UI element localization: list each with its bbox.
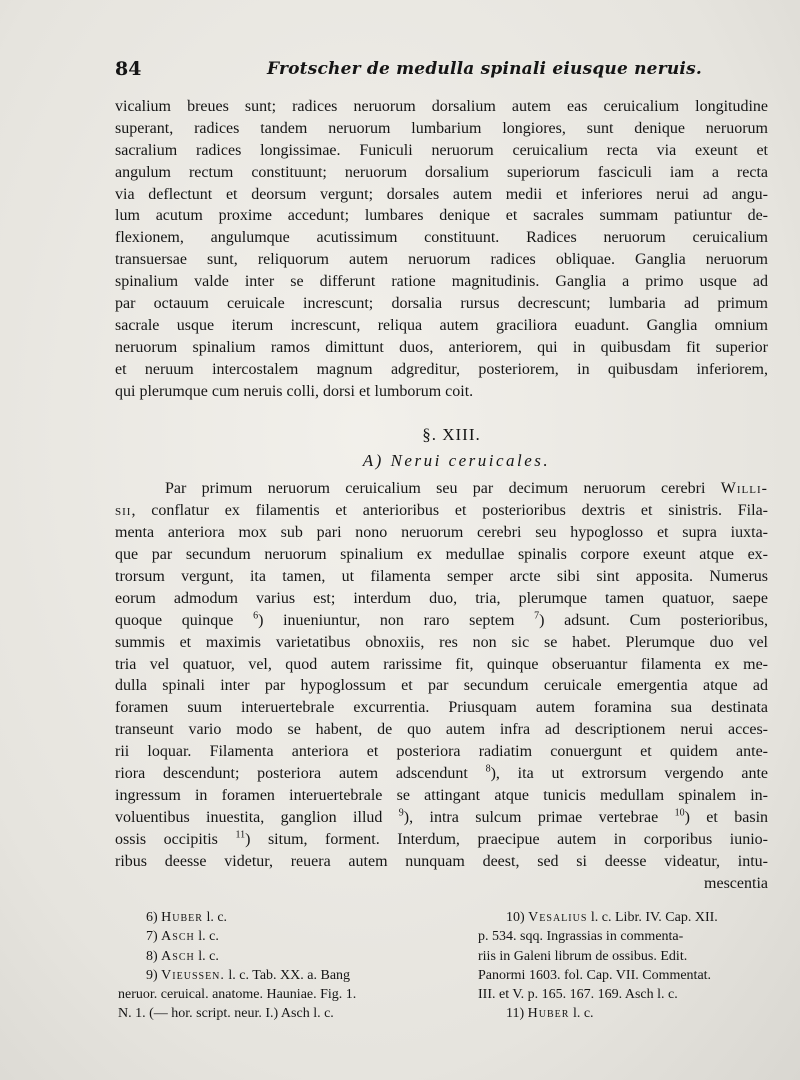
footnote-number: 8) (146, 948, 158, 964)
footnote-continuation: III. et V. p. 165. 167. 169. Asch l. c. (478, 987, 678, 1003)
footnote-ref: 10 (674, 807, 685, 819)
footnote (478, 908, 778, 927)
text-run: ), intra sulcum primae vertebrae (403, 808, 675, 826)
footnote-continuation: neruor. ceruical. anatome. Hauniae. Fig. 1. (118, 987, 357, 1003)
footnote-text: l. c. Tab. XX. a. Bang (224, 967, 351, 983)
footnote-ref: 6 (253, 610, 259, 622)
footnote-continuation: Panormi 1603. fol. Cap. VII. Commentat. (478, 967, 712, 983)
text-line (115, 829, 768, 851)
text-line: summis et maximis varietatibus obnoxiis, res non sic se habet. Plerumque duo vel (115, 633, 768, 651)
page-header (115, 58, 765, 82)
footnote-text: l. c. (202, 910, 228, 925)
author-name: Willi- (720, 480, 768, 498)
author-name: Asch (161, 948, 195, 964)
text-run: Par primum neruorum ceruicalium seu par decimum neruorum cerebri (165, 480, 721, 498)
text-line: via deflectunt et deorsum vergunt; dorsales autem medii et inferiores nerui ad angu- (115, 185, 768, 203)
paragraph-nerui-ceruicales (115, 478, 768, 894)
footnote-continuation: N. 1. (— hor. script. neur. I.) Asch l. c. (118, 1006, 334, 1022)
text-line: trorsum vergunt, ita tamen, ut filamenta semper arcte sibi sint apposita. Numerus (115, 568, 768, 586)
text-line: angulum rectum constituunt; neruorum dorsalium superiorum fasciculi iam a recta (115, 163, 768, 181)
footnote-number: 9) (146, 967, 158, 983)
footnote-number: 6) (146, 910, 158, 925)
footnote-number: 10) (506, 910, 525, 925)
author-name: sii (115, 502, 132, 520)
text-line: superant, radices tandem neruorum lumbarium longiores, sunt denique neruorum (115, 119, 768, 137)
text-line: dulla spinali inter par hypoglossum et par secundum ceruicale emergentia atque ad (115, 677, 768, 695)
footnote-number: 11) (506, 1006, 525, 1022)
footnote-continuation: riis in Galeni librum de ossibus. Edit. (478, 948, 688, 964)
text-run: ) et basin (684, 808, 769, 826)
text-run: voluentibus inuestita, ganglion illud (115, 808, 399, 826)
text-line: eorum admodum varius est; interdum duo, tria, plerumque tamen quatuor, saepe (115, 589, 768, 607)
author-name: Vieussen. (161, 967, 225, 983)
catchword: mescentia (704, 874, 768, 892)
text-line: par octauum ceruicale increscunt; dorsalia rursus decrescunt; lumbaria ad primum (115, 295, 768, 313)
footnote-text: l. c. Libr. IV. Cap. XII. (587, 910, 718, 925)
footnotes-left-column (118, 908, 438, 1024)
footnote-text: l. c. (194, 929, 219, 945)
text-line: rii loquar. Filamenta anteriora et posteriora radiatim conuergunt et quidem ante- (115, 743, 768, 761)
footnote-ref: 7 (534, 610, 540, 622)
text-run: riora descendunt; posteriora autem adscendunt (115, 765, 486, 783)
text-run: ) adsunt. Cum posterioribus, (539, 611, 769, 629)
footnote (118, 927, 438, 946)
text-line: tria vel quatuor, vel, quod autem rarissime fit, quinque obseruantur filamenta ex me- (115, 655, 768, 673)
text-line: foramen suum interuertebrale excurrentia. Priusquam autem foramina sua destinata (115, 699, 768, 717)
main-text (115, 96, 768, 894)
text-line (115, 807, 768, 829)
text-line: et neruum intercostalem magnum adgreditur, posteriorem, in quibusdam inferiorem, (115, 360, 768, 378)
footnote (478, 1004, 778, 1023)
text-run: ), ita ut extrorsum vergendo ante (490, 765, 769, 783)
text-line (115, 478, 768, 500)
text-line: que par secundum neruorum spinalium ex medullae spinalis corpore exeunt atque ex- (115, 546, 768, 564)
footnote (118, 966, 438, 985)
author-name: Huber (161, 910, 203, 925)
footnote-text: l. c. (194, 948, 219, 964)
text-line: sacralium radices longissimae. Funiculi neruorum ceruicalium recta via exeunt et (115, 141, 768, 159)
running-title: Frotscher de medulla spinali eiusque neruis. (267, 59, 702, 79)
text-line: neruorum spinalium ramos dimittunt duos, anteriorem, qui in quibusdam fit superior (115, 338, 768, 356)
text-line: lum acutum proxime accedunt; lumbares denique et sacrales summam patiuntur de- (115, 207, 768, 225)
text-line: transeunt vario modo se habent, de quo autem infra ad descriptionem nerui acces- (115, 721, 768, 739)
footnote-continuation: p. 534. sqq. Ingrassias in commenta- (478, 929, 684, 945)
footnote (118, 908, 438, 927)
text-line: ribus deesse videtur, reuera autem nunquam deest, sed si deesse videatur, intu- (115, 852, 768, 870)
text-run: quoque quinque (115, 611, 254, 629)
text-run: ossis occipitis (115, 830, 236, 848)
text-line: qui plerumque cum neruis colli, dorsi et lumborum coit. (115, 382, 474, 400)
text-run: , conflatur ex filamentis et anterioribus et posterioribus dextris et sinistris. Fila- (131, 502, 768, 520)
author-name: Huber (527, 1006, 570, 1022)
footnote-ref: 9 (398, 807, 404, 819)
footnote-ref: 11 (235, 829, 246, 841)
text-line: ingressum in foramen interuertebrale se attingant atque tunicis medullam spinalem in- (115, 786, 768, 804)
text-line (115, 610, 768, 632)
author-name: Asch (161, 929, 195, 945)
footnote-ref: 8 (485, 763, 491, 775)
footnote-number: 7) (146, 929, 158, 945)
text-run: ) inueniuntur, non raro septem (258, 611, 535, 629)
text-line: flexionem, angulumque acutissimum constituunt. Radices neruorum ceruicalium (115, 229, 768, 247)
text-line: transuersae sunt, reliquorum autem neruorum radices obliquae. Ganglia neruorum (115, 251, 768, 269)
footnotes-right-column (478, 908, 778, 1024)
paragraph-continued (115, 96, 768, 402)
section-number: §. XIII. (422, 425, 481, 445)
text-run: ) situm, forment. Interdum, praecipue autem in corporibus iunio- (245, 830, 768, 848)
page-number: 84 (115, 58, 142, 80)
footnote-text: l. c. (569, 1006, 594, 1022)
text-line (115, 763, 768, 785)
author-name: Vesalius (528, 910, 588, 925)
text-line (115, 500, 768, 522)
text-line: spinalium valde inter se differunt ratione magnitudinis. Ganglia a primo usque ad (115, 273, 768, 291)
section-subheading: A) Nerui ceruicales. (362, 451, 551, 471)
text-line: sacrale usque iterum increscunt, reliqua autem graciliora euadunt. Ganglia omnium (115, 316, 768, 334)
text-line: vicalium breues sunt; radices neruorum dorsalium autem eas ceruicalium longitudine (115, 98, 768, 115)
text-line: menta anteriora mox sub pari nono neruorum cerebri seu hypoglosso et supra iuxta- (115, 524, 768, 542)
footnote (118, 947, 438, 966)
